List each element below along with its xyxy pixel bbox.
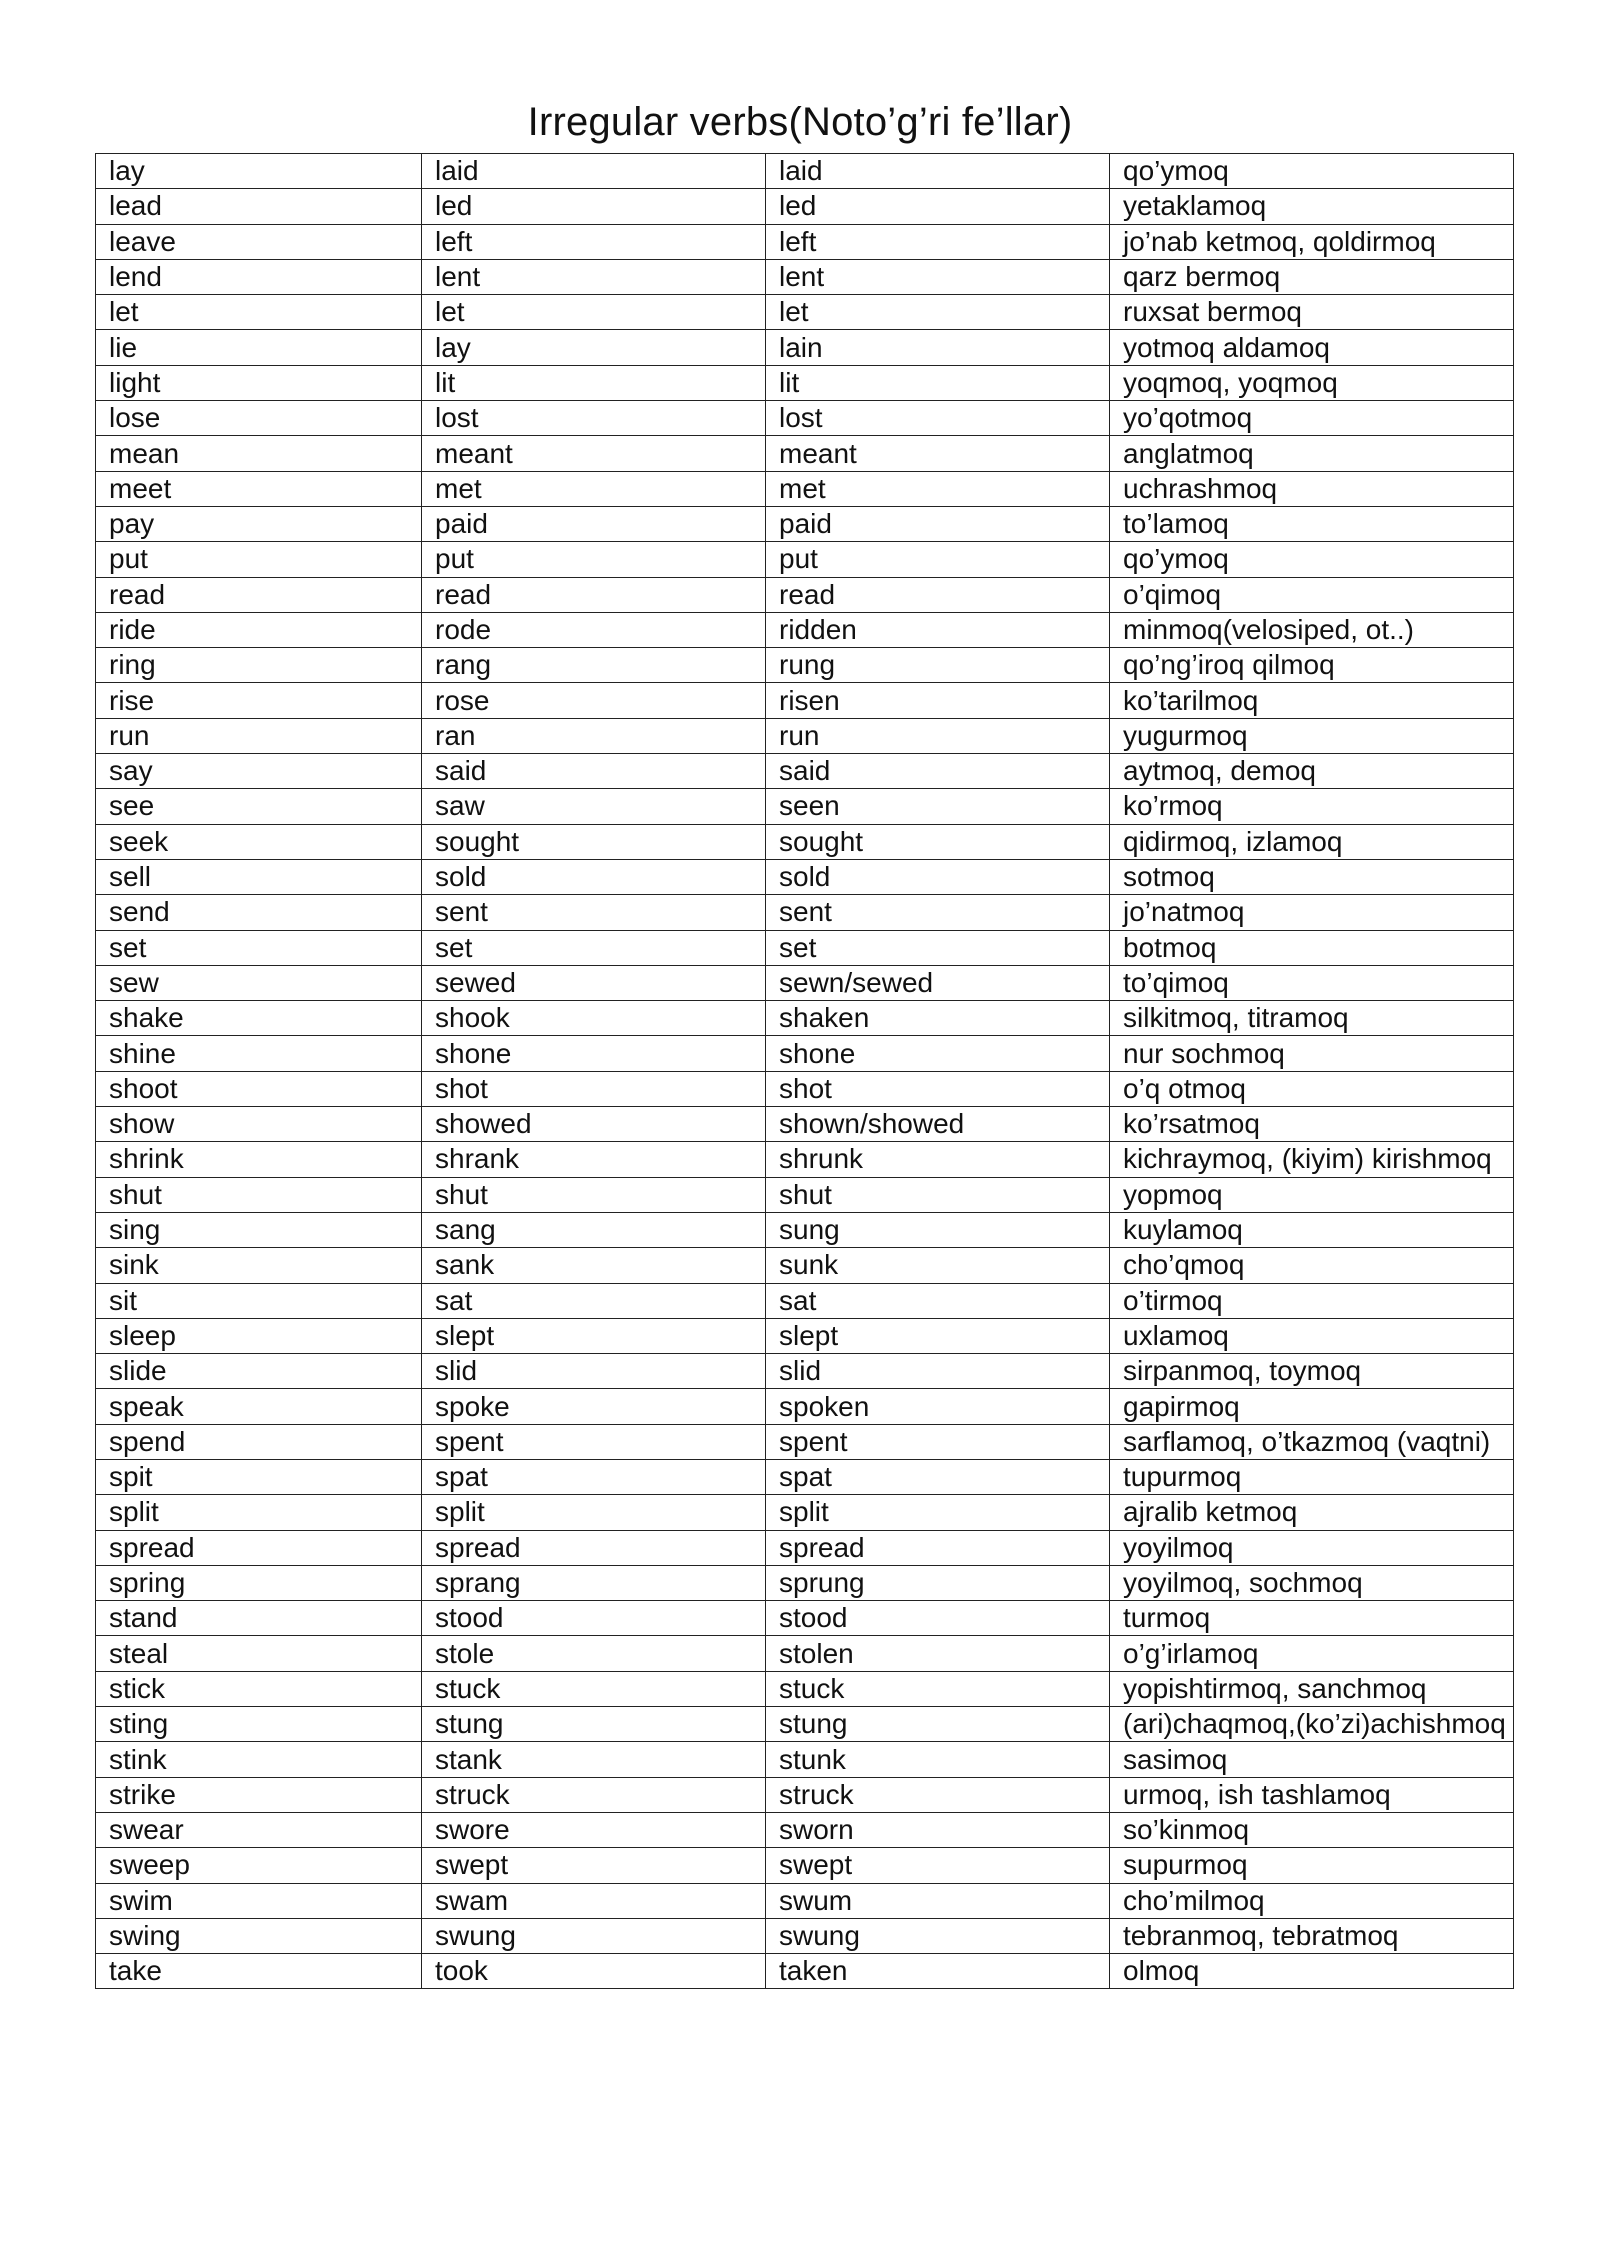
past-simple-cell: showed [422, 1107, 766, 1142]
verb-rows [96, 154, 1514, 1989]
past-participle-cell: read [766, 577, 1110, 612]
translation-cell: ko’rmoq [1110, 789, 1514, 824]
table-row [96, 1248, 1514, 1283]
base-form-cell: sleep [96, 1318, 422, 1353]
past-participle-cell: lost [766, 401, 1110, 436]
past-participle-cell: lent [766, 259, 1110, 294]
past-simple-cell: led [422, 189, 766, 224]
base-form-cell: light [96, 365, 422, 400]
past-simple-cell: took [422, 1954, 766, 1989]
base-form-cell: ring [96, 648, 422, 683]
translation-cell: kichraymoq, (kiyim) kirishmoq [1110, 1142, 1514, 1177]
past-participle-cell: lain [766, 330, 1110, 365]
past-participle-cell: shown/showed [766, 1107, 1110, 1142]
table-row [96, 754, 1514, 789]
table-row [96, 436, 1514, 471]
base-form-cell: strike [96, 1777, 422, 1812]
past-simple-cell: shut [422, 1177, 766, 1212]
translation-cell: yopmoq [1110, 1177, 1514, 1212]
table-row [96, 577, 1514, 612]
table-row [96, 930, 1514, 965]
past-simple-cell: rang [422, 648, 766, 683]
past-simple-cell: shook [422, 1001, 766, 1036]
translation-cell: yotmoq aldamoq [1110, 330, 1514, 365]
translation-cell: supurmoq [1110, 1848, 1514, 1883]
table-row [96, 1354, 1514, 1389]
past-simple-cell: spent [422, 1424, 766, 1459]
table-row [96, 365, 1514, 400]
translation-cell: qarz bermoq [1110, 259, 1514, 294]
base-form-cell: lie [96, 330, 422, 365]
table-row [96, 1954, 1514, 1989]
translation-cell: yopishtirmoq, sanchmoq [1110, 1671, 1514, 1706]
table-row [96, 1036, 1514, 1071]
past-simple-cell: lit [422, 365, 766, 400]
translation-cell: to’lamoq [1110, 506, 1514, 541]
base-form-cell: rise [96, 683, 422, 718]
table-row [96, 1389, 1514, 1424]
past-simple-cell: split [422, 1495, 766, 1530]
base-form-cell: see [96, 789, 422, 824]
translation-cell: jo’natmoq [1110, 895, 1514, 930]
translation-cell: uxlamoq [1110, 1318, 1514, 1353]
translation-cell: cho’qmoq [1110, 1248, 1514, 1283]
translation-cell: gapirmoq [1110, 1389, 1514, 1424]
past-participle-cell: sought [766, 824, 1110, 859]
past-participle-cell: left [766, 224, 1110, 259]
table-row [96, 401, 1514, 436]
past-simple-cell: meant [422, 436, 766, 471]
table-row [96, 789, 1514, 824]
past-simple-cell: spat [422, 1459, 766, 1494]
past-participle-cell: swung [766, 1918, 1110, 1953]
past-participle-cell: slept [766, 1318, 1110, 1353]
table-row [96, 1001, 1514, 1036]
past-simple-cell: sought [422, 824, 766, 859]
translation-cell: urmoq, ish tashlamoq [1110, 1777, 1514, 1812]
base-form-cell: slide [96, 1354, 422, 1389]
base-form-cell: sing [96, 1212, 422, 1247]
past-simple-cell: swung [422, 1918, 766, 1953]
translation-cell: yetaklamoq [1110, 189, 1514, 224]
table-row [96, 1883, 1514, 1918]
past-simple-cell: sent [422, 895, 766, 930]
translation-cell: ajralib ketmoq [1110, 1495, 1514, 1530]
past-simple-cell: sank [422, 1248, 766, 1283]
past-participle-cell: run [766, 718, 1110, 753]
past-simple-cell: struck [422, 1777, 766, 1812]
base-form-cell: stick [96, 1671, 422, 1706]
past-simple-cell: read [422, 577, 766, 612]
past-participle-cell: paid [766, 506, 1110, 541]
base-form-cell: lose [96, 401, 422, 436]
translation-cell: uchrashmoq [1110, 471, 1514, 506]
past-participle-cell: set [766, 930, 1110, 965]
translation-cell: qo’ng’iroq qilmoq [1110, 648, 1514, 683]
past-participle-cell: put [766, 542, 1110, 577]
past-simple-cell: left [422, 224, 766, 259]
base-form-cell: let [96, 295, 422, 330]
past-participle-cell: spread [766, 1530, 1110, 1565]
past-participle-cell: spent [766, 1424, 1110, 1459]
translation-cell: tebranmoq, tebratmoq [1110, 1918, 1514, 1953]
table-row [96, 1565, 1514, 1600]
table-row [96, 612, 1514, 647]
past-participle-cell: led [766, 189, 1110, 224]
table-row [96, 1530, 1514, 1565]
past-participle-cell: meant [766, 436, 1110, 471]
table-row [96, 330, 1514, 365]
past-participle-cell: shone [766, 1036, 1110, 1071]
past-participle-cell: sent [766, 895, 1110, 930]
base-form-cell: pay [96, 506, 422, 541]
past-simple-cell: rose [422, 683, 766, 718]
base-form-cell: lead [96, 189, 422, 224]
page-title: Irregular verbs(Noto’g’ri fe’llar) [527, 100, 1073, 144]
base-form-cell: mean [96, 436, 422, 471]
past-participle-cell: lit [766, 365, 1110, 400]
base-form-cell: shoot [96, 1071, 422, 1106]
table-row [96, 1107, 1514, 1142]
past-participle-cell: struck [766, 1777, 1110, 1812]
translation-cell: tupurmoq [1110, 1459, 1514, 1494]
table-row [96, 895, 1514, 930]
translation-cell: yugurmoq [1110, 718, 1514, 753]
translation-cell: qidirmoq, izlamoq [1110, 824, 1514, 859]
translation-cell: sirpanmoq, toymoq [1110, 1354, 1514, 1389]
base-form-cell: split [96, 1495, 422, 1530]
table-row [96, 965, 1514, 1000]
past-simple-cell: sprang [422, 1565, 766, 1600]
translation-cell: (ari)chaqmoq,(ko’zi)achishmoq [1110, 1707, 1514, 1742]
past-participle-cell: stood [766, 1601, 1110, 1636]
table-row [96, 859, 1514, 894]
table-row [96, 1459, 1514, 1494]
past-simple-cell: lost [422, 401, 766, 436]
past-simple-cell: lay [422, 330, 766, 365]
past-simple-cell: sat [422, 1283, 766, 1318]
past-participle-cell: spat [766, 1459, 1110, 1494]
base-form-cell: shine [96, 1036, 422, 1071]
base-form-cell: spit [96, 1459, 422, 1494]
base-form-cell: ride [96, 612, 422, 647]
table-row [96, 1636, 1514, 1671]
table-row [96, 154, 1514, 189]
translation-cell: yo’qotmoq [1110, 401, 1514, 436]
table-row [96, 542, 1514, 577]
table-row [96, 1283, 1514, 1318]
base-form-cell: run [96, 718, 422, 753]
base-form-cell: leave [96, 224, 422, 259]
translation-cell: yoqmoq, yoqmoq [1110, 365, 1514, 400]
translation-cell: ko’rsatmoq [1110, 1107, 1514, 1142]
base-form-cell: lend [96, 259, 422, 294]
past-participle-cell: sold [766, 859, 1110, 894]
past-participle-cell: slid [766, 1354, 1110, 1389]
base-form-cell: spread [96, 1530, 422, 1565]
past-simple-cell: swept [422, 1848, 766, 1883]
past-simple-cell: paid [422, 506, 766, 541]
translation-cell: ko’tarilmoq [1110, 683, 1514, 718]
table-row [96, 1707, 1514, 1742]
past-simple-cell: sang [422, 1212, 766, 1247]
translation-cell: sasimoq [1110, 1742, 1514, 1777]
table-row [96, 1071, 1514, 1106]
past-simple-cell: swam [422, 1883, 766, 1918]
past-simple-cell: rode [422, 612, 766, 647]
past-participle-cell: sewn/sewed [766, 965, 1110, 1000]
base-form-cell: read [96, 577, 422, 612]
past-participle-cell: ridden [766, 612, 1110, 647]
past-simple-cell: spoke [422, 1389, 766, 1424]
base-form-cell: sink [96, 1248, 422, 1283]
base-form-cell: swim [96, 1883, 422, 1918]
past-participle-cell: spoken [766, 1389, 1110, 1424]
past-participle-cell: stolen [766, 1636, 1110, 1671]
base-form-cell: send [96, 895, 422, 930]
past-simple-cell: swore [422, 1812, 766, 1847]
base-form-cell: stand [96, 1601, 422, 1636]
translation-cell: o’qimoq [1110, 577, 1514, 612]
past-simple-cell: shrank [422, 1142, 766, 1177]
translation-cell: botmoq [1110, 930, 1514, 965]
base-form-cell: sew [96, 965, 422, 1000]
translation-cell: yoyilmoq, sochmoq [1110, 1565, 1514, 1600]
translation-cell: olmoq [1110, 1954, 1514, 1989]
past-participle-cell: met [766, 471, 1110, 506]
base-form-cell: stink [96, 1742, 422, 1777]
past-simple-cell: stood [422, 1601, 766, 1636]
past-participle-cell: shrunk [766, 1142, 1110, 1177]
table-row [96, 1177, 1514, 1212]
table-row [96, 471, 1514, 506]
translation-cell: o’g’irlamoq [1110, 1636, 1514, 1671]
past-simple-cell: let [422, 295, 766, 330]
translation-cell: turmoq [1110, 1601, 1514, 1636]
past-simple-cell: set [422, 930, 766, 965]
base-form-cell: put [96, 542, 422, 577]
past-simple-cell: laid [422, 154, 766, 189]
irregular-verbs-table [95, 153, 1514, 1989]
table-row [96, 1495, 1514, 1530]
past-participle-cell: let [766, 295, 1110, 330]
past-simple-cell: slept [422, 1318, 766, 1353]
translation-cell: cho’milmoq [1110, 1883, 1514, 1918]
base-form-cell: meet [96, 471, 422, 506]
past-participle-cell: sung [766, 1212, 1110, 1247]
past-participle-cell: swept [766, 1848, 1110, 1883]
past-participle-cell: laid [766, 154, 1110, 189]
table-row [96, 1777, 1514, 1812]
base-form-cell: seek [96, 824, 422, 859]
base-form-cell: steal [96, 1636, 422, 1671]
base-form-cell: swear [96, 1812, 422, 1847]
table-row [96, 259, 1514, 294]
base-form-cell: sit [96, 1283, 422, 1318]
base-form-cell: shake [96, 1001, 422, 1036]
base-form-cell: sting [96, 1707, 422, 1742]
past-participle-cell: risen [766, 683, 1110, 718]
base-form-cell: set [96, 930, 422, 965]
past-simple-cell: slid [422, 1354, 766, 1389]
past-participle-cell: said [766, 754, 1110, 789]
table-row [96, 1142, 1514, 1177]
table-row [96, 1671, 1514, 1706]
table-row [96, 189, 1514, 224]
past-simple-cell: stank [422, 1742, 766, 1777]
translation-cell: sotmoq [1110, 859, 1514, 894]
past-simple-cell: ran [422, 718, 766, 753]
past-simple-cell: lent [422, 259, 766, 294]
past-participle-cell: sworn [766, 1812, 1110, 1847]
table-row [96, 1318, 1514, 1353]
table-row [96, 224, 1514, 259]
table-row [96, 506, 1514, 541]
table-row [96, 295, 1514, 330]
past-participle-cell: shot [766, 1071, 1110, 1106]
base-form-cell: lay [96, 154, 422, 189]
past-simple-cell: sewed [422, 965, 766, 1000]
past-participle-cell: taken [766, 1954, 1110, 1989]
base-form-cell: shrink [96, 1142, 422, 1177]
translation-cell: qo’ymoq [1110, 542, 1514, 577]
table-row [96, 683, 1514, 718]
base-form-cell: spring [96, 1565, 422, 1600]
table-row [96, 1848, 1514, 1883]
past-simple-cell: met [422, 471, 766, 506]
past-participle-cell: stunk [766, 1742, 1110, 1777]
table-row [96, 718, 1514, 753]
base-form-cell: take [96, 1954, 422, 1989]
translation-cell: sarflamoq, o’tkazmoq (vaqtni) [1110, 1424, 1514, 1459]
past-participle-cell: stung [766, 1707, 1110, 1742]
past-simple-cell: shone [422, 1036, 766, 1071]
past-participle-cell: rung [766, 648, 1110, 683]
translation-cell: o’q otmoq [1110, 1071, 1514, 1106]
base-form-cell: show [96, 1107, 422, 1142]
past-simple-cell: sold [422, 859, 766, 894]
translation-cell: jo’nab ketmoq, qoldirmoq [1110, 224, 1514, 259]
past-simple-cell: stuck [422, 1671, 766, 1706]
translation-cell: aytmoq, demoq [1110, 754, 1514, 789]
past-participle-cell: seen [766, 789, 1110, 824]
past-participle-cell: sunk [766, 1248, 1110, 1283]
table-row [96, 1601, 1514, 1636]
translation-cell: o’tirmoq [1110, 1283, 1514, 1318]
translation-cell: kuylamoq [1110, 1212, 1514, 1247]
base-form-cell: sweep [96, 1848, 422, 1883]
table-row [96, 1212, 1514, 1247]
past-simple-cell: shot [422, 1071, 766, 1106]
translation-cell: minmoq(velosiped, ot..) [1110, 612, 1514, 647]
base-form-cell: say [96, 754, 422, 789]
translation-cell: anglatmoq [1110, 436, 1514, 471]
table-row [96, 648, 1514, 683]
translation-cell: ruxsat bermoq [1110, 295, 1514, 330]
past-simple-cell: stole [422, 1636, 766, 1671]
translation-cell: nur sochmoq [1110, 1036, 1514, 1071]
base-form-cell: shut [96, 1177, 422, 1212]
base-form-cell: swing [96, 1918, 422, 1953]
past-participle-cell: sat [766, 1283, 1110, 1318]
translation-cell: silkitmoq, titramoq [1110, 1001, 1514, 1036]
table-row [96, 824, 1514, 859]
past-participle-cell: swum [766, 1883, 1110, 1918]
past-participle-cell: split [766, 1495, 1110, 1530]
base-form-cell: sell [96, 859, 422, 894]
table-row [96, 1812, 1514, 1847]
past-simple-cell: stung [422, 1707, 766, 1742]
base-form-cell: speak [96, 1389, 422, 1424]
past-simple-cell: saw [422, 789, 766, 824]
translation-cell: qo’ymoq [1110, 154, 1514, 189]
past-participle-cell: shaken [766, 1001, 1110, 1036]
table-row [96, 1918, 1514, 1953]
past-simple-cell: put [422, 542, 766, 577]
past-simple-cell: spread [422, 1530, 766, 1565]
table-row [96, 1742, 1514, 1777]
past-participle-cell: shut [766, 1177, 1110, 1212]
past-participle-cell: sprung [766, 1565, 1110, 1600]
table-row [96, 1424, 1514, 1459]
base-form-cell: spend [96, 1424, 422, 1459]
translation-cell: to’qimoq [1110, 965, 1514, 1000]
translation-cell: so’kinmoq [1110, 1812, 1514, 1847]
past-simple-cell: said [422, 754, 766, 789]
past-participle-cell: stuck [766, 1671, 1110, 1706]
translation-cell: yoyilmoq [1110, 1530, 1514, 1565]
